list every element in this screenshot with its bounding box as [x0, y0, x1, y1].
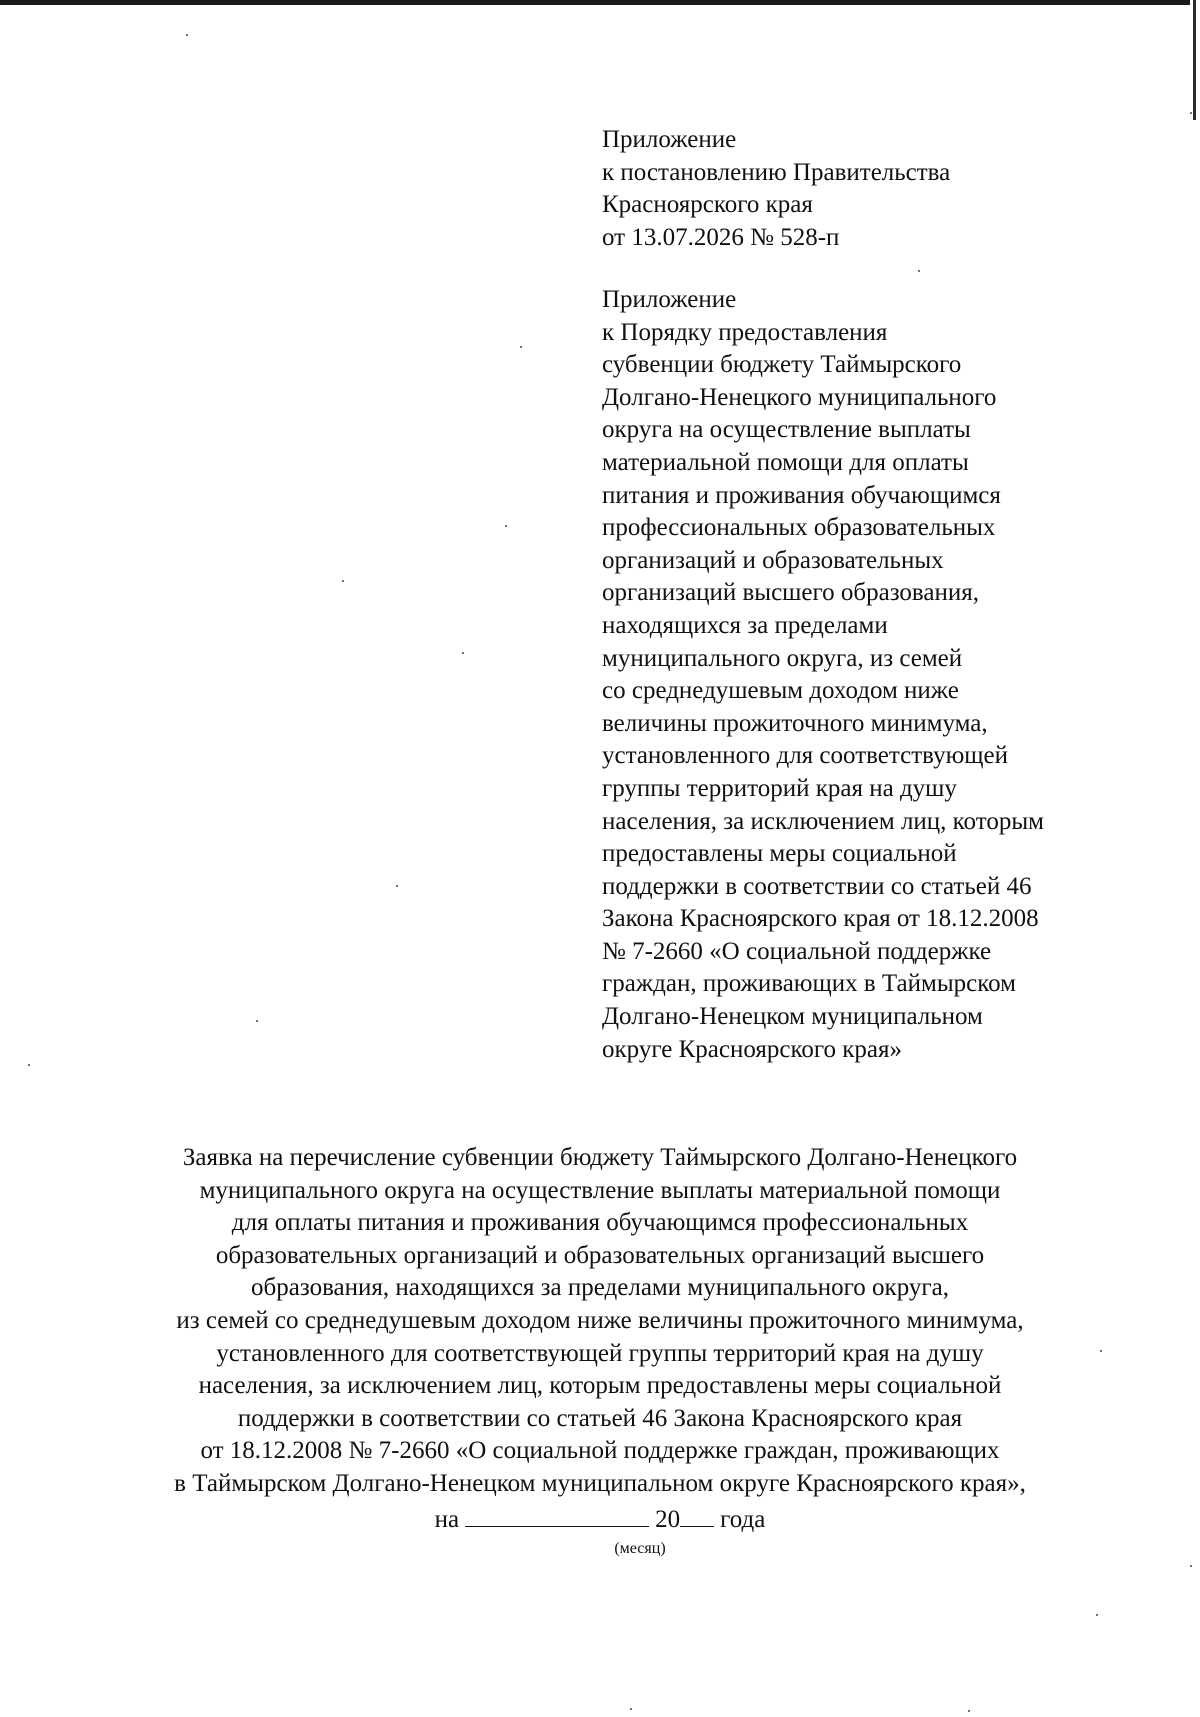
appendix-line: материальной помощи для оплаты: [602, 448, 969, 476]
month-blank-field[interactable]: [465, 1504, 649, 1527]
appendix-line: Долгано-Ненецкого муниципального: [602, 383, 997, 411]
appendix-line: со среднедушевым доходом ниже: [602, 677, 959, 705]
appendix-line: величины прожиточного минимума,: [602, 709, 988, 737]
appendix-line: организаций и образовательных: [602, 546, 944, 574]
scan-speck: [520, 346, 522, 348]
appendix-line: поддержки в соответствии со статьей 46: [602, 872, 1032, 900]
request-title-line: образовательных организаций и образовательных организаций высшего: [215, 1241, 985, 1269]
scan-speck: [342, 580, 344, 582]
request-title-line: установленного для соответствующей группы территорий края на душу: [216, 1339, 984, 1367]
request-title: [60, 1142, 1140, 1501]
request-title-line: для оплаты питания и проживания обучающимся профессиональных: [231, 1209, 969, 1237]
approval-line: Красноярского края: [602, 191, 813, 219]
approval-line: от 13.07.2026 № 528-п: [602, 223, 840, 251]
approval-resolution-reference: [602, 124, 1162, 254]
request-title-line: Заявка на перечисление субвенции бюджету Таймырского Долгано-Ненецкого: [182, 1144, 1018, 1171]
period-suffix: года: [720, 1506, 766, 1533]
appendix-line: субвенции бюджету Таймырского: [602, 351, 962, 379]
approval-line: Приложение: [602, 126, 737, 153]
appendix-line: Приложение: [602, 286, 737, 313]
appendix-line: к Порядку предоставления: [602, 318, 888, 346]
request-title-line: в Таймырском Долгано-Ненецком муниципальном округе Красноярского края»,: [174, 1469, 1026, 1497]
request-period-line: [60, 1504, 1140, 1537]
appendix-line: муниципального округа, из семей: [602, 644, 963, 672]
scan-speck: [256, 1020, 258, 1022]
request-title-line: образования, находящихся за пределами муниципального округа,: [251, 1274, 949, 1302]
scan-speck: [1190, 1565, 1192, 1567]
scan-top-edge: [0, 0, 1190, 5]
appendix-line: № 7-2660 «О социальной поддержке: [602, 937, 992, 965]
appendix-line: предоставлены меры социальной: [602, 840, 957, 868]
scan-speck: [630, 1708, 632, 1710]
scan-speck: [505, 525, 507, 527]
request-title-line: поддержки в соответствии со статьей 46 Закона Красноярского края: [237, 1404, 963, 1432]
appendix-procedure-reference: [602, 284, 1162, 1066]
approval-line: к постановлению Правительства: [602, 158, 951, 186]
request-title-line: от 18.12.2008 № 7-2660 «О социальной поддержке граждан, проживающих: [200, 1437, 1000, 1465]
scan-speck: [1096, 1614, 1098, 1616]
appendix-line: граждан, проживающих в Таймырском: [602, 970, 1016, 998]
scan-speck: [186, 34, 188, 36]
appendix-line: округа на осуществление выплаты: [602, 416, 971, 444]
scan-right-edge: [1193, 0, 1196, 120]
appendix-line: населения, за исключением лиц, которым: [602, 807, 1044, 835]
scan-speck: [28, 1064, 30, 1066]
appendix-line: организаций высшего образования,: [602, 579, 980, 607]
scan-speck: [968, 1710, 970, 1712]
period-prefix: на: [434, 1506, 460, 1533]
appendix-line: Долгано-Ненецком муниципальном: [602, 1003, 983, 1031]
appendix-line: округе Красноярского края»: [602, 1035, 902, 1063]
appendix-line: группы территорий края на душу: [602, 774, 957, 802]
month-caption: (месяц): [614, 1540, 666, 1557]
scan-speck: [1190, 112, 1192, 114]
request-title-line: населения, за исключением лиц, которым предоставлены меры социальной: [198, 1372, 1002, 1400]
scan-speck: [918, 270, 920, 272]
scan-speck: [396, 885, 398, 887]
appendix-line: установленного для соответствующей: [602, 742, 1008, 770]
appendix-line: Закона Красноярского края от 18.12.2008: [602, 905, 1039, 933]
scan-speck: [462, 652, 464, 654]
request-title-line: из семей со среднедушевым доходом ниже величины прожиточного минимума,: [176, 1306, 1024, 1334]
request-title-line: муниципального округа на осуществление выплаты материальной помощи: [199, 1176, 1001, 1204]
year-blank-field[interactable]: [680, 1504, 714, 1527]
appendix-line: питания и проживания обучающимся: [602, 481, 1001, 509]
appendix-line: находящихся за пределами: [602, 611, 888, 639]
appendix-line: профессиональных образовательных: [602, 514, 996, 542]
period-year-prefix: 20: [655, 1506, 681, 1533]
